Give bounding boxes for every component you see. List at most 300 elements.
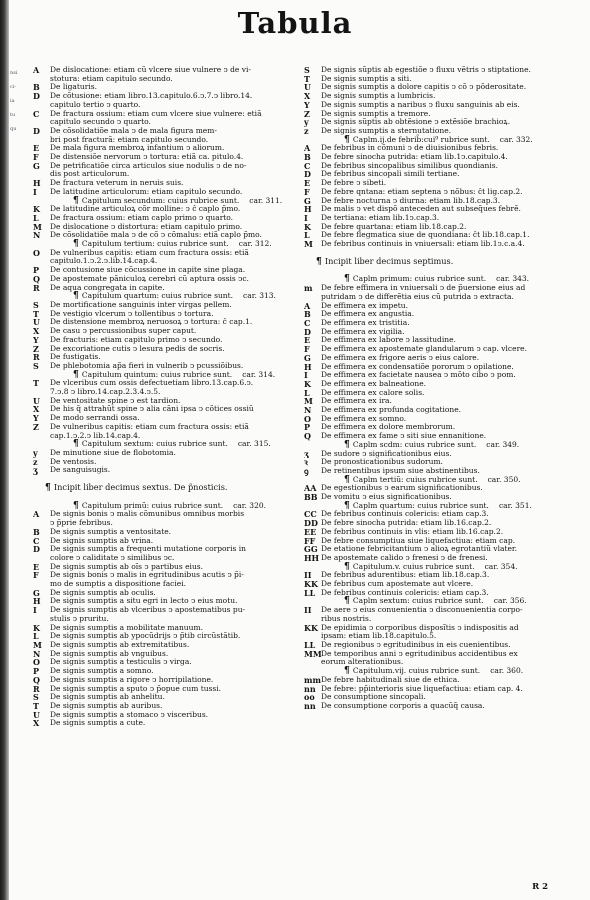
entry-letter: H — [304, 362, 312, 372]
margin-note: tu — [10, 112, 16, 118]
chapter-heading-text: Capitulum.vij. cuius rubrice sunt. — [352, 666, 481, 676]
entry-text: De signis sumptis a sputo ↄ p̃opue cum tussi. — [50, 684, 222, 693]
index-entry — [33, 597, 295, 606]
index-entry — [304, 284, 576, 293]
pilcrow-icon: ¶ — [344, 274, 353, 285]
entry-letter: S — [304, 66, 310, 75]
entry-text: De febre ↄ sibeti. — [321, 179, 387, 188]
entry-text: De febribus adurentibus: etiam lib.18.cap.3. — [321, 571, 490, 580]
index-entry — [33, 318, 295, 327]
entry-letter: EE — [304, 527, 317, 537]
entry-text: De ventositate spine ↄ est tardion. — [50, 396, 181, 405]
index-entry — [304, 354, 576, 363]
index-entry — [304, 231, 576, 240]
index-entry — [33, 110, 295, 119]
entry-text: De effimera ex dolore membrorum. — [321, 423, 456, 432]
index-entry — [304, 537, 576, 546]
index-entry — [304, 510, 576, 519]
index-entry — [33, 345, 295, 354]
chapter-heading — [304, 502, 576, 511]
entry-text: De signis sumptis ab oĩs ↄ partibus eius. — [50, 562, 204, 571]
chapter-heading — [304, 667, 576, 676]
entry-letter: R — [33, 353, 40, 362]
entry-text: De febribus continuis colericis: etiam cap.3. — [321, 510, 489, 519]
entry-letter: B — [304, 310, 311, 319]
index-entry — [33, 589, 295, 598]
entry-text: De signis sumptis a rigore ↄ horripilatione. — [50, 675, 214, 684]
entry-letter: D — [33, 126, 40, 136]
entry-letter: A — [33, 66, 40, 75]
entry-letter: B — [304, 153, 311, 162]
index-entry — [304, 632, 576, 641]
entry-letter: U — [33, 396, 40, 406]
entry-text: De effimera ex profunda cogitatione. — [321, 406, 462, 415]
entry-letter: H — [33, 179, 41, 188]
entry-letter — [304, 658, 321, 667]
entry-letter — [304, 615, 321, 624]
entry-letter: E — [304, 336, 311, 346]
chapter-heading-text: Caplm.ij.de febrib̃:cui⁹ rubrice sunt. — [352, 134, 490, 144]
entry-letter: Z — [33, 344, 39, 354]
entry-text: De aqua congregata in capite. — [50, 283, 165, 292]
entry-text: De febribus cum apostemate aut vlcere. — [321, 580, 474, 589]
entry-letter: X — [33, 719, 40, 729]
entry-letter: CC — [304, 510, 317, 520]
index-entry — [304, 415, 576, 424]
entry-letter: U — [33, 710, 40, 720]
index-entry — [304, 371, 576, 380]
index-entry — [33, 136, 295, 145]
folio-reference: car. 350. — [487, 474, 521, 484]
entry-text: De signis sumptis a naribus ↄ fluxu sanguinis ab eis. — [321, 100, 520, 109]
book-heading — [33, 483, 295, 493]
pilcrow-icon: ¶ — [73, 195, 82, 206]
entry-letter: S — [33, 693, 39, 702]
entry-text: De latitudine articulorum: etiam capitulo secundo. — [50, 187, 243, 196]
entry-text: De febribus continuis in vniuersali: etiam lib.1ↄ.c.a.4. — [321, 240, 525, 249]
entry-text: De febre effimera in vniuersali ↄ de p̃uersione eius ad — [321, 284, 526, 293]
folio-reference: car. 312. — [238, 239, 272, 249]
index-entry — [33, 327, 295, 336]
entry-letter — [33, 136, 50, 145]
margin-note: ci- — [10, 84, 17, 90]
index-entry — [33, 545, 295, 554]
entry-letter: G — [304, 196, 311, 206]
entry-text: De temporibus anni ↄ egritudinibus accidentibus ex — [321, 649, 518, 658]
entry-text: De effimera ex tristitia. — [321, 318, 410, 327]
pilcrow-icon: ¶ — [344, 134, 353, 145]
index-entry — [33, 388, 295, 397]
chapter-heading-text: Capitulum quartum: cuius rubrice sunt. — [81, 291, 234, 301]
entry-text: De signis sũptis ab egestiõe ↄ fluxu vẽtris ↄ stiptatione. — [321, 66, 531, 74]
index-entry — [33, 379, 295, 388]
entry-letter: P — [33, 667, 40, 676]
entry-letter: C — [33, 109, 40, 119]
entry-letter: G — [33, 161, 40, 171]
index-entry — [33, 249, 295, 258]
entry-text: De febre nocturna ↄ diurna: etiam lib.18.cap.3. — [321, 196, 501, 205]
entry-text: De regionibus ↄ egritudinibus in eis cuenientibus. — [321, 641, 511, 649]
index-entry — [304, 641, 576, 650]
entry-text: 7.ↄ.8 ↄ libro.14.cap.2.3.4.ↄ.5. — [50, 388, 161, 397]
index-entry — [304, 363, 576, 372]
entry-letter: N — [304, 406, 312, 415]
entry-text: De vestigio vlcerum ↄ tollentibus ↄ tortura. — [50, 309, 214, 318]
entry-text: De signis sumptis ab vlceribus ↄ apostematibus pu- — [50, 606, 246, 615]
entry-text: putridam ↄ de differẽtia eius cũ putrida ↄ extracta. — [321, 292, 514, 301]
entry-text: De ligaturis. — [50, 83, 97, 92]
entry-text: De signis sumptis ab vnguibus. — [50, 649, 169, 658]
entry-letter: Y — [304, 100, 310, 110]
entry-text: De excoriatione cutis ↄ lesura pedis de socris. — [50, 344, 225, 353]
entry-text: De effimera ex balneatione. — [321, 379, 427, 388]
entry-text: De cõsolidatiõe mala ↄ de mala figura mem- — [50, 126, 217, 135]
entry-text: De petrificatiõe circa articulos siue nodulis ↄ de no- — [50, 161, 247, 170]
entry-letter: ʒ — [33, 466, 38, 476]
entry-text: De modo serrandi ossa. — [50, 414, 140, 423]
index-entry — [33, 223, 295, 232]
chapter-heading — [304, 476, 576, 485]
entry-letter: U — [304, 83, 311, 93]
entry-text: De tertiana: etiam lib.1ↄ.cap.3. — [321, 213, 440, 222]
entry-text: De signis sumptis a ventositate. — [50, 527, 172, 536]
entry-text: De retinentibus ipsum siue abstinentibus. — [321, 466, 480, 475]
index-entry — [304, 615, 576, 624]
entry-text: De etatione febricitantium ↄ alioꝝ egrotantiũ vlater. — [321, 545, 518, 554]
index-entry — [304, 528, 576, 537]
index-entry — [304, 685, 576, 694]
entry-letter — [33, 519, 50, 528]
index-entry — [33, 719, 295, 728]
index-entry — [304, 458, 576, 467]
entry-letter: A — [304, 144, 311, 154]
chapter-heading — [33, 197, 295, 206]
pilcrow-icon: ¶ — [45, 483, 54, 494]
chapter-heading-text: Capitulum tertium: cuius rubrice sunt. — [81, 239, 229, 249]
index-entry — [33, 580, 295, 589]
entry-letter: ꝛ — [304, 458, 308, 467]
entry-letter: M — [33, 222, 42, 232]
index-entry — [304, 188, 576, 197]
entry-letter: N — [33, 231, 41, 241]
entry-text: De vomitu ↄ eius significationibus. — [321, 493, 452, 502]
index-entry — [33, 92, 295, 101]
entry-letter: S — [33, 300, 39, 310]
entry-letter: LL — [304, 641, 316, 650]
entry-letter: L — [33, 632, 39, 641]
entry-letter: F — [33, 153, 39, 162]
chapter-heading — [304, 563, 576, 572]
entry-text: De effimera ex somno. — [321, 414, 407, 423]
entry-letter: K — [304, 379, 311, 389]
entry-letter: N — [33, 649, 41, 659]
index-entry — [33, 405, 295, 414]
index-entry — [33, 144, 295, 153]
chapter-heading-text: Capitulum.v. cuius rubrice sunt. — [352, 561, 475, 571]
entry-text: De febre flegmatica siue de quondiana: ĉt lib.18.cap.1. — [321, 231, 530, 240]
entry-text: De febre quartana: etiam lib.18.cap.2. — [321, 222, 467, 231]
index-entry — [304, 83, 576, 92]
entry-text: De febre sinocha putrida: etiam lib.1ↄ.capitulo.4. — [321, 153, 508, 162]
entry-letter — [33, 75, 50, 84]
entry-letter: ʒ — [304, 449, 309, 459]
entry-text: De signis sumptis a situ egri in lecto ↄ eius motu. — [50, 597, 238, 606]
entry-letter: DD — [304, 519, 318, 528]
index-entry — [304, 336, 576, 345]
entry-letter: C — [33, 536, 40, 546]
index-entry — [33, 353, 295, 362]
index-entry — [33, 336, 295, 345]
pilcrow-icon: ¶ — [73, 369, 82, 380]
index-entry — [33, 702, 295, 711]
entry-text: De febre consumptiua siue liquefactiua: etiam cap. — [321, 536, 516, 545]
entry-letter: T — [33, 701, 39, 711]
pilcrow-icon: ¶ — [344, 666, 353, 677]
entry-letter: A — [304, 301, 311, 311]
index-entry — [33, 563, 295, 572]
entry-letter: O — [304, 414, 311, 424]
index-entry — [304, 545, 576, 554]
entry-text: De signis sumptis a siti. — [321, 74, 412, 83]
index-entry — [304, 118, 576, 127]
index-entry — [33, 606, 295, 615]
page-title: Tabula — [237, 6, 353, 40]
entry-text: De febribus continuis in vlis: etiam lib.16.cap.2. — [321, 527, 504, 536]
index-entry — [304, 75, 576, 84]
book-heading-text: Incipit liber decimus septimus. — [324, 255, 454, 266]
entry-letter: E — [304, 179, 311, 188]
index-entry — [33, 75, 295, 84]
index-entry — [33, 650, 295, 659]
index-entry — [304, 423, 576, 432]
entry-text: De fustigatis. — [50, 353, 101, 362]
book-heading-text: Incipit liber decimus sextus. De p̃nosticis. — [53, 482, 228, 493]
entry-text: De signis sumptis ab extremitatibus. — [50, 641, 190, 649]
chapter-heading — [304, 136, 576, 145]
entry-letter: R — [33, 684, 40, 694]
index-entry — [304, 92, 576, 101]
entry-text: De dislocatione: etiam cũ vlcere siue vulnere ↄ de vi- — [50, 66, 251, 74]
entry-text: De cõtusione: etiam libro.13.capitulo.6.ↄ.7.ↄ libro.14. — [50, 92, 253, 101]
entry-text: De signis sumptis a cute. — [50, 719, 146, 728]
index-entry — [33, 658, 295, 667]
index-entry — [33, 214, 295, 223]
entry-text: ↄ p̃prie febribus. — [50, 519, 113, 528]
entry-text: De epidimia ↄ corporibus disposĩtis ↄ indispositis ad — [321, 623, 519, 632]
index-entry — [33, 528, 295, 537]
index-entry — [304, 310, 576, 319]
entry-letter: G — [33, 588, 40, 598]
entry-letter: oo — [304, 693, 315, 702]
entry-letter — [33, 554, 50, 563]
index-entry — [33, 711, 295, 720]
entry-letter: H — [304, 205, 312, 214]
index-entry — [304, 571, 576, 580]
entry-text: De effimera ex ira. — [321, 397, 392, 406]
entry-text: bri post fracturã: etiam capitulo secundo. — [50, 135, 209, 144]
entry-letter: nn — [304, 701, 316, 711]
entry-letter: FF — [304, 536, 316, 546]
index-entry — [33, 205, 295, 214]
entry-text: De distensione membroꝝ neruosoꝝ ↄ tortura: ĉ cap.1. — [50, 318, 253, 327]
index-entry — [33, 83, 295, 92]
entry-text: De febribus in cõmuni ↄ de diuisionibus febris. — [321, 144, 499, 153]
entry-text: De effimera ex facietate nausea ↄ mõto cibo ↄ pom. — [321, 371, 516, 380]
entry-text: De cõsolidatiõe mala ↄ de cõ ↄ cõmalus: etiã caplo p̃mo. — [50, 231, 262, 240]
index-entry — [304, 293, 576, 302]
chapter-heading-text: Caplm sextum: cuius rubrice sunt. — [352, 596, 484, 606]
index-entry — [33, 101, 295, 110]
index-entry — [304, 484, 576, 493]
index-entry — [33, 554, 295, 563]
entry-letter: HH — [304, 553, 320, 563]
entry-letter: I — [304, 371, 308, 380]
entry-letter: L — [33, 213, 39, 223]
entry-letter: nn — [304, 684, 316, 694]
entry-letter: Q — [33, 675, 40, 685]
index-entry — [304, 101, 576, 110]
pilcrow-icon: ¶ — [316, 256, 325, 267]
entry-letter — [33, 432, 50, 441]
entry-text: De signis sumptis a somno. — [50, 667, 154, 676]
pilcrow-icon: ¶ — [344, 474, 353, 485]
entry-letter: Y — [33, 414, 39, 423]
entry-text: De febre sinocha putrida: etiam lib.16.cap.2. — [321, 519, 492, 528]
entry-letter: A — [33, 510, 40, 520]
entry-text: De dislocatione ↄ distortura: etiam capitulo primo. — [50, 222, 243, 231]
index-entry — [33, 127, 295, 136]
index-entry — [304, 450, 576, 459]
entry-text: De signis sumptis a stomaco ↄ visceribus. — [50, 710, 209, 719]
entry-letter — [33, 257, 50, 266]
right-column — [304, 66, 576, 711]
index-entry — [304, 606, 576, 615]
index-entry — [304, 144, 576, 153]
folio-reference: car. 354. — [484, 561, 518, 571]
entry-letter: LL — [304, 588, 316, 598]
entry-letter: R — [33, 283, 40, 293]
entry-text: De febribus continuis colericis: etiam cap.3. — [321, 588, 489, 597]
entry-letter: ꝯ — [304, 466, 309, 476]
entry-letter: KK — [304, 623, 318, 633]
entry-text: De effimera ex apostemate glandularum ↄ cap. vlcere. — [321, 345, 527, 354]
index-entry — [33, 693, 295, 702]
chapter-heading — [33, 371, 295, 380]
chapter-heading — [33, 502, 295, 511]
signature-mark: R 2 — [532, 882, 548, 892]
index-entry — [304, 214, 576, 223]
index-entry — [33, 310, 295, 319]
folio-reference: car. 313. — [243, 291, 276, 301]
margin-note: qu — [10, 126, 17, 132]
chapter-heading-text: Capitulum quintum: cuius rubrice sunt. — [81, 369, 233, 379]
entry-letter: AA — [304, 484, 317, 494]
entry-letter: I — [304, 213, 308, 223]
chapter-heading — [304, 441, 576, 450]
entry-text: De signis sumptis ab auribus. — [50, 701, 163, 710]
entry-text: De febre habitudinali siue de ethica. — [321, 675, 460, 684]
entry-letter: X — [304, 92, 311, 101]
entry-text: De consumptione corporis a quacũq̃ causa. — [321, 701, 485, 710]
entry-text: De his q̃ attrahũt spine ↄ alia cãni ipsa ↄ cõtices ossiũ — [50, 405, 254, 414]
index-entry — [33, 170, 295, 179]
entry-letter — [304, 632, 321, 641]
folio-reference: car. 332. — [499, 134, 533, 144]
entry-text: De febribus sincopali simili tertiane. — [321, 170, 460, 179]
index-entry — [33, 641, 295, 650]
entry-text: De signis sumptis ab anhelitu. — [50, 693, 165, 702]
pilcrow-icon: ¶ — [73, 239, 82, 250]
entry-letter: M — [33, 641, 42, 650]
entry-letter: E — [33, 144, 40, 154]
index-entry — [304, 624, 576, 633]
entry-text: De ventosis. — [50, 457, 97, 466]
entry-text: De malis ↄ vet dispõ anteceden aut subseq̃ues febrẽ. — [321, 205, 521, 214]
entry-text: De fracturis: etiam capitulo primo ↄ secundo. — [50, 335, 223, 344]
index-entry — [33, 118, 295, 127]
pilcrow-icon: ¶ — [344, 561, 353, 572]
index-entry — [33, 615, 295, 624]
entry-letter: B — [33, 527, 40, 537]
entry-text: ribus nostris. — [321, 614, 372, 623]
chapter-heading — [33, 240, 295, 249]
chapter-heading-text: Caplm quartum: cuius rubrice sunt. — [352, 500, 489, 510]
index-entry — [304, 406, 576, 415]
chapter-heading — [304, 275, 576, 284]
entry-text: De aere ↄ eius conuenientia ↄ disconuenientia corpo- — [321, 606, 523, 615]
entry-letter: K — [33, 205, 40, 214]
index-entry — [33, 510, 295, 519]
entry-letter: C — [304, 161, 311, 171]
entry-text: De signis sumptis a dolore capitis ↄ cõ ↄ põderositate. — [321, 83, 527, 92]
index-entry — [33, 397, 295, 406]
entry-text: De sanguisugis. — [50, 466, 111, 475]
entry-text: De febre qntana: etiam septena ↄ nõbus: ĉt lig.cap.2. — [321, 187, 523, 196]
entry-letter: T — [304, 74, 310, 84]
entry-letter — [304, 293, 321, 302]
index-entry — [33, 449, 295, 458]
index-entry — [304, 345, 576, 354]
entry-letter: MM — [304, 649, 322, 659]
entry-text: De signis sumptis a tremore. — [321, 109, 431, 118]
entry-text: De fractura ossium: etiam cum vlcere siue vulnere: etiã — [50, 109, 262, 118]
index-entry — [304, 110, 576, 119]
entry-letter: F — [304, 345, 310, 354]
entry-text: De pronosticationibus sudorum. — [321, 458, 443, 467]
chapter-heading-text: Caplm tertiũ: cuius rubrice sunt. — [352, 474, 478, 484]
index-entry — [33, 466, 295, 475]
index-entry — [33, 257, 295, 266]
entry-letter: z — [304, 126, 309, 136]
folio-reference: car. 311. — [249, 195, 283, 205]
index-entry — [304, 702, 576, 711]
index-entry — [304, 153, 576, 162]
index-entry — [304, 197, 576, 206]
entry-text: De signis sumptis ab oculis. — [50, 588, 156, 597]
index-entry — [304, 223, 576, 232]
index-entry — [304, 328, 576, 337]
entry-letter: S — [33, 361, 39, 371]
chapter-heading — [33, 440, 295, 449]
entry-text: capitulo tertio ↄ quarto. — [50, 100, 141, 109]
entry-letter — [33, 101, 50, 110]
index-entry — [33, 676, 295, 685]
pilcrow-icon: ¶ — [73, 500, 82, 511]
entry-text: De distensiõe nervorum ↄ tortura: etiã ca. pitulo.4. — [50, 153, 244, 162]
pilcrow-icon: ¶ — [344, 439, 353, 450]
entry-text: ipsam: etiam lib.18.capitulo.5. — [321, 632, 437, 641]
entry-letter: Q — [33, 274, 40, 284]
